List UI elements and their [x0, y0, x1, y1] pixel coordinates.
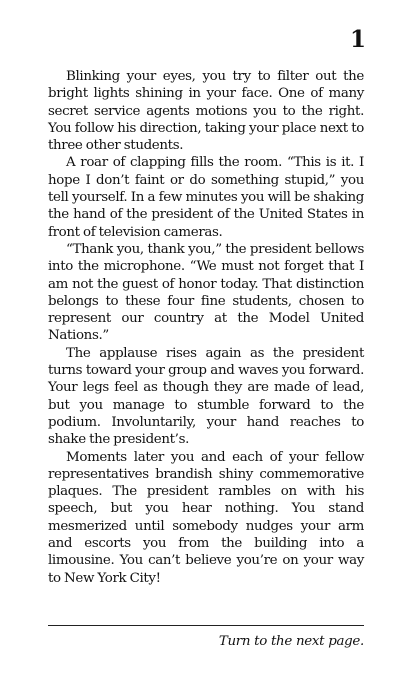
paragraph-4: The applause rises again as the president turns toward your group and waves you forward. Your legs feel as though they are made of lead, but you manage to stumble forward to the podium. Involuntarily, your hand reaches to shake the president’s.	[48, 345, 364, 448]
footer-note: Turn to the next page.	[218, 634, 364, 649]
paragraph-2: A roar of clapping fills the room. “This is it. I hope I don’t faint or do something stupid,” you tell yourself. In a few minutes you will be shaking the hand of the president of the United States in front of television cameras.	[48, 155, 364, 240]
paragraph-3: “Thank you, thank you,” the president bellows into the microphone. “We must not forget that I am not the guest of honor today. That distinction belongs to these four fine students, chosen to represent our country at the Model United Nations.”	[48, 241, 364, 344]
footer-divider	[48, 625, 364, 626]
paragraph-1: Blinking your eyes, you try to filter out the bright lights shining in your face. One of many secret service agents motions you to the right. You follow his direction, taking your place next to three other students.	[48, 69, 364, 154]
body-text	[48, 68, 364, 587]
page-number: 1	[349, 26, 366, 53]
paragraph-5: Moments later you and each of your fellow representatives brandish shiny commemorative plaques. The president rambles on with his speech, but you hear nothing. You stand mesmerized until somebody nudges your arm and escorts you from the building into a limousine. You can’t believe you’re on your way to New York City!	[48, 449, 364, 586]
